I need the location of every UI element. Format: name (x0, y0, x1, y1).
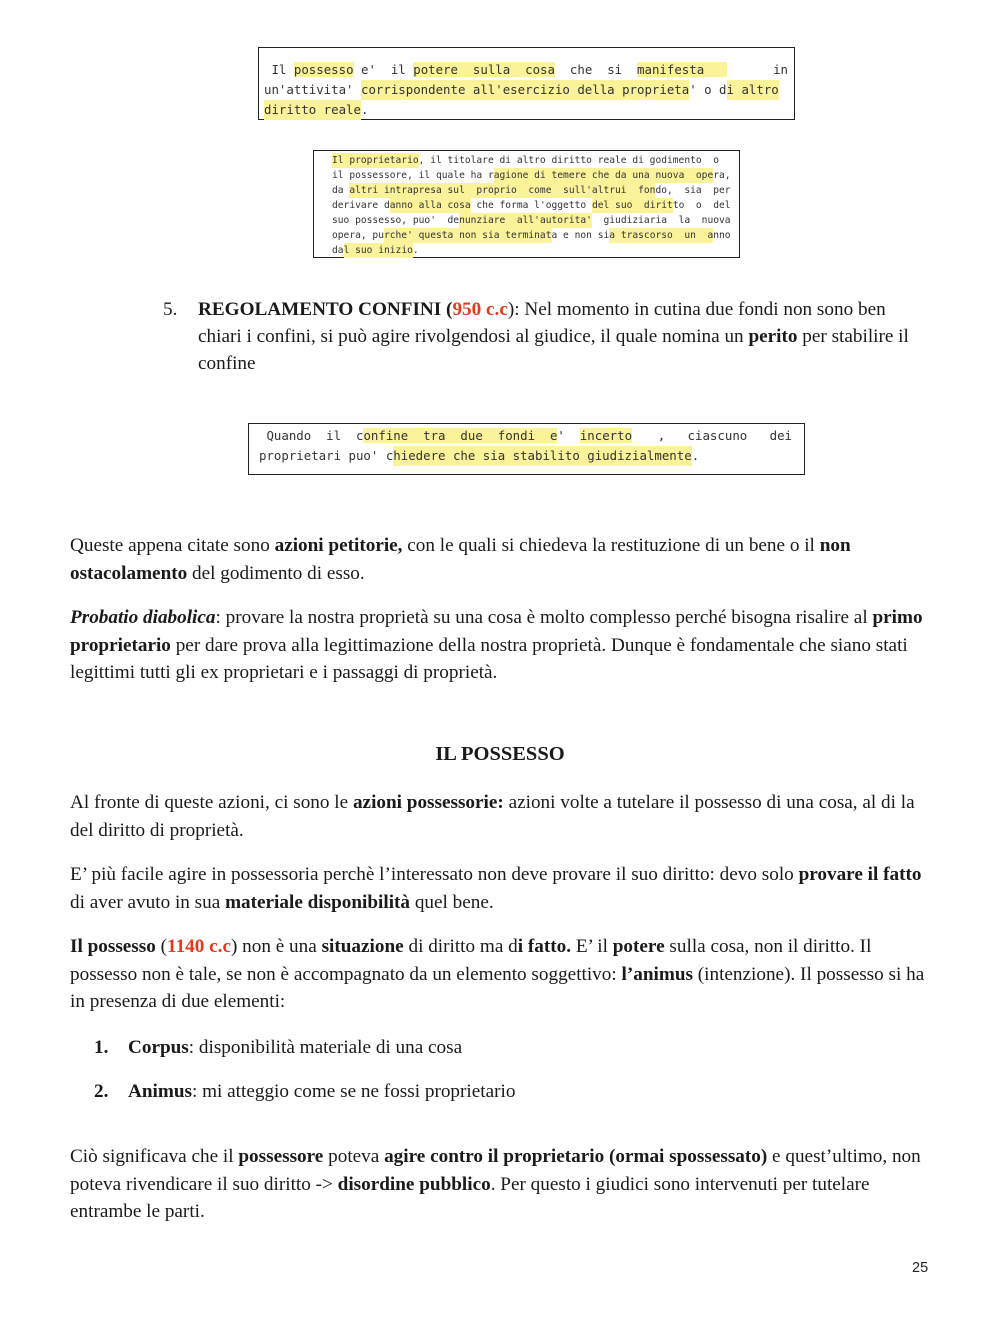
highlight: l suo inizio (343, 245, 413, 256)
paragraph-azioni-possessorie: Al fronte di queste azioni, ci sono le azioni possessorie: azioni volte a tutelare il possesso di una cosa, al di la del diritto di proprietà. (70, 792, 915, 841)
highlight: manifesta (637, 62, 727, 77)
code-line: da altri intrapresa sul proprio come sull'altrui fon do, sia per (332, 185, 731, 196)
highlight: a trascorso un a (609, 230, 714, 241)
highlight: i altro (727, 80, 779, 100)
highlight: agione di temere che da una nuova ope (493, 170, 714, 181)
code-line: proprietari puo' c hiedere che sia stabilito giudizialmente . (259, 446, 792, 466)
highlight: nunziare all'autorita' (459, 215, 592, 226)
highlight: incerto (579, 428, 633, 443)
citation-ref: 1140 c.c (167, 936, 231, 957)
code-excerpt-confine-incerto (248, 423, 805, 475)
code-line: Il possesso e' il potere sulla cosa che si manifesta in (271, 62, 788, 77)
highlight: anno alla cosa (389, 200, 471, 211)
page-number: 25 (912, 1260, 929, 1276)
code-line: un'attivita' corrispondente all'esercizio della proprieta ' o d i altro (264, 80, 788, 100)
section-heading: IL POSSESSO (435, 743, 565, 765)
code-line: diritto reale . (264, 100, 788, 120)
highlight: altri intrapresa sul proprio come sull'altrui fon (349, 185, 656, 196)
code-excerpt-denuncia-nuova-opera (313, 150, 740, 258)
highlight: Il proprietario (332, 155, 419, 166)
code-line: Il proprietario , il titolare di altro diritto reale di godimento o (332, 155, 719, 166)
code-line: suo possesso, puo' de nunziare all'autorita' giudiziaria la nuova (332, 215, 731, 226)
list-item-regolamento-confini: 5. REGOLAMENTO CONFINI (950 c.c): Nel momento in cutina due fondi non sono ben chiari i confini, si può agire rivolgendosi al giudice, il quale nomina un perito per stabilire il confine (163, 296, 933, 377)
citation-ref: 950 c.c (452, 299, 508, 320)
paragraph-probatio-diabolica: Probatio diabolica: provare la nostra proprietà su una cosa è molto complesso perché bisogna risalire al primo proprietario per dare prova alla legittimazione della nostra proprietà. Dunque è fondamentale che siano stati legittimi tutti gli ex proprietari e i passaggi di proprietà. (70, 607, 923, 683)
code-line: il possessore, il quale ha r agione di temere che da una nuova ope ra, (332, 170, 731, 181)
highlight: onfine tra due fondi e (363, 428, 558, 443)
highlight: possesso (293, 62, 354, 77)
list-item-corpus: 1. Corpus: disponibilità materiale di una cosa (94, 1037, 463, 1058)
paragraph-il-possesso: Il possesso (1140 c.c) non è una situazione di diritto ma di fatto. E’ il potere sulla cosa, non il diritto. Il possesso non è tale, se non è accompagnato da un elemento soggettivo: l’animus (intenzione). Il possesso si ha in presenza di due elementi: (70, 936, 925, 1012)
paragraph-azioni-petitorie: Queste appena citate sono azioni petitorie, con le quali si chiedeva la restituzione di un bene o il non ostacolamento del godimento di esso. (70, 535, 851, 584)
list-item-animus: 2. Animus: mi atteggio come se ne fossi proprietario (94, 1081, 516, 1102)
highlight: potere sulla cosa (413, 62, 555, 77)
highlight: hiedere che sia stabilito giudizialmente (393, 446, 691, 466)
item-title: REGOLAMENTO CONFINI (198, 299, 442, 320)
paragraph-possessore: Ciò significava che il possessore poteva agire contro il proprietario (ormai spossessato) e quest’ultimo, non poteva rivendicare il suo diritto -> disordine pubblico. Per questo i giudici sono intervenuti per tutelare entrambe le parti. (70, 1146, 921, 1222)
highlight: corrispondente all'esercizio della proprieta (361, 80, 689, 100)
paragraph-possessoria: E’ più facile agire in possessoria perchè l’interessato non deve provare il suo diritto: devo solo provare il fatto di aver avuto in sua materiale disponibilità quel bene. (70, 864, 922, 913)
highlight: del suo dirit (591, 200, 673, 211)
code-excerpt-possesso-definition (258, 47, 795, 120)
code-line: Quando il confine tra due fondi e' incerto , ciascuno dei (266, 428, 792, 443)
highlight: diritto reale (264, 100, 361, 120)
code-line: da l suo inizio . (332, 245, 419, 256)
list-number: 5. (163, 299, 178, 320)
code-line: opera, pu rche' questa non sia terminat a e non si a trascorso un a nno (332, 230, 731, 241)
code-line: derivare d anno alla cosa che forma l'oggetto del suo dirit to o del (332, 200, 731, 211)
highlight: rche' questa non sia terminat (383, 230, 552, 241)
